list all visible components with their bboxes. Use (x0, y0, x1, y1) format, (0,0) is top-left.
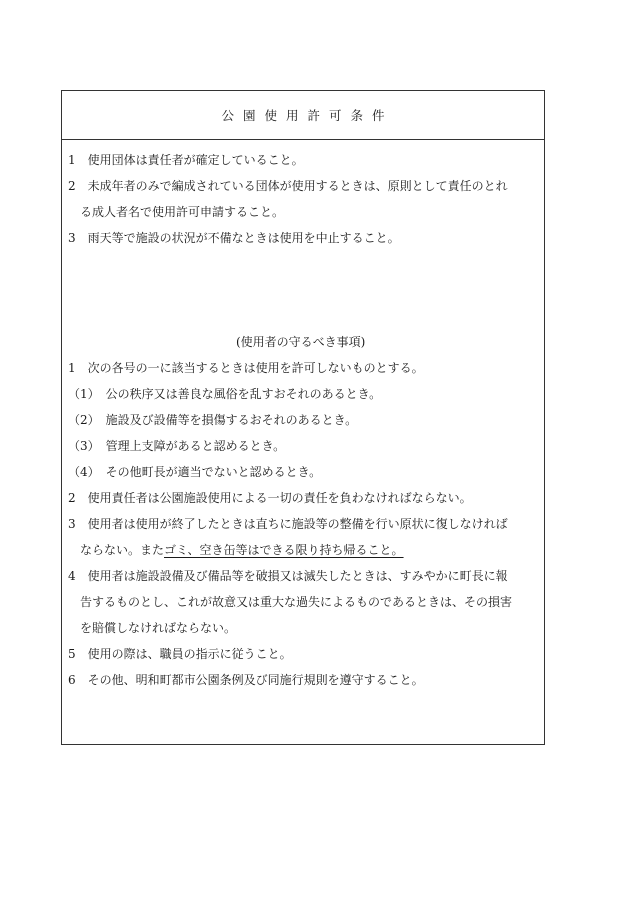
rule-5: 5 使用の際は、職員の指示に従うこと。 (68, 647, 292, 661)
rule-3: 3 使用者は使用が終了したときは直ちに施設等の整備を行い原状に復しなければ (68, 517, 508, 531)
condition-1: 1 使用団体は責任者が確定していること。 (68, 153, 304, 167)
condition-3: 3 雨天等で施設の状況が不備なときは使用を中止すること。 (68, 231, 400, 245)
rule-1-item-2: （2） 施設及び設備等を損傷するおそれのあるとき。 (68, 413, 358, 427)
title-char: 許 (307, 108, 321, 123)
title-char: 園 (242, 108, 256, 123)
rule-6: 6 その他、明和町都市公園条例及び同施行規則を遵守すること。 (68, 673, 424, 687)
title-char: 使 (264, 108, 277, 123)
rule-3-cont-text: ならない。また (80, 543, 165, 557)
rule-1-item-3: （3） 管理上支障があると認めるとき。 (68, 439, 286, 453)
rule-4-cont-2: を賠償しなければならない。 (80, 621, 237, 635)
rule-3-underlined-text: ゴミ、空き缶等はできる限り持ち帰ること。 (164, 543, 404, 557)
title-row (62, 91, 544, 140)
rules-heading: (使用者の守るべき事項) (236, 335, 366, 349)
rule-2: 2 使用責任者は公園施設使用による一切の責任を負わなければならない。 (68, 491, 472, 505)
rule-1-item-4: （4） その他町長が適当でないと認めるとき。 (68, 465, 322, 479)
title-char: 件 (372, 108, 385, 123)
condition-2-cont: る成人者名で使用許可申請すること。 (80, 205, 285, 219)
rule-3-cont (80, 543, 404, 557)
condition-2: 2 未成年者のみで編成されている団体が使用するときは、原則として責任のとれ (68, 179, 508, 193)
rule-1: 1 次の各号の一に該当するときは使用を許可しないものとする。 (68, 361, 424, 375)
title-char: 条 (350, 108, 364, 123)
document-title (217, 106, 389, 124)
title-char: 可 (329, 108, 342, 123)
rule-4: 4 使用者は施設設備及び備品等を破損又は滅失したときは、すみやかに町長に報 (68, 569, 508, 583)
rule-1-item-1: （1） 公の秩序又は善良な風俗を乱すおそれのあるとき。 (68, 387, 382, 401)
rule-4-cont-1: 告するものとし、これが故意又は重大な過失によるものであるときは、その損害 (80, 595, 513, 609)
title-char: 用 (285, 108, 299, 123)
title-char: 公 (221, 108, 234, 123)
